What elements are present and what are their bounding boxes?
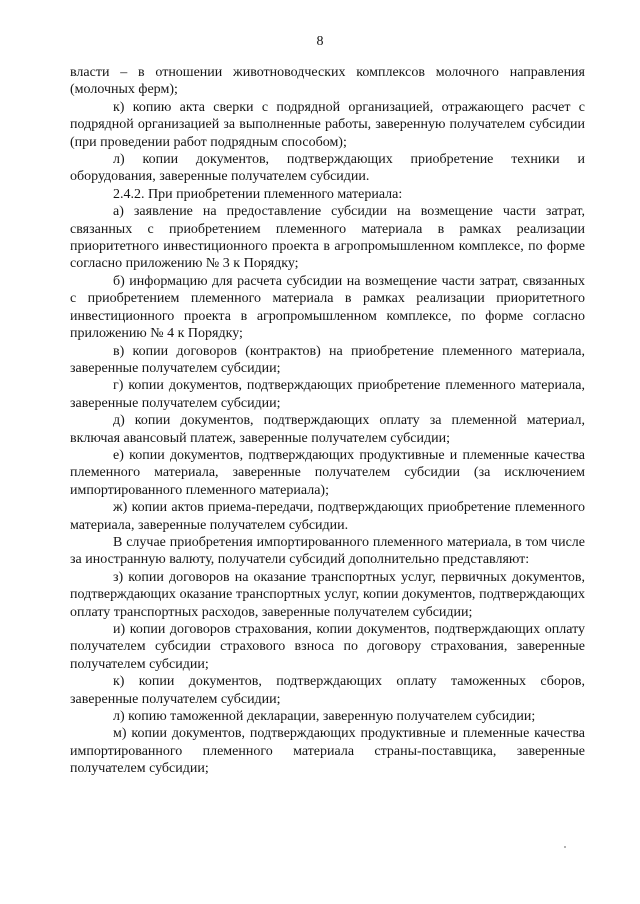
paragraph-item-z: з) копии договоров на оказание транспортных услуг, первичных документов, подтверждающих оказание транспортных услуг, копии документов, подтверждающих оплату транспортных расходов, заверенные получателем субсидии; xyxy=(70,569,585,620)
paragraph-item-v: в) копии договоров (контрактов) на приобретение племенного материала, заверенные получателем субсидии; xyxy=(70,343,585,376)
paragraph-item-i: и) копии договоров страхования, копии документов, подтверждающих оплату получателем субсидии страхового взноса по договору страхования, заверенные получателем субсидии; xyxy=(70,622,585,672)
paragraph-item-l: л) копии документов, подтверждающих приобретение техники и оборудования, заверенные получателем субсидии. xyxy=(70,152,585,185)
paragraph-item-m: м) копии документов, подтверждающих продуктивные и племенные качества импортированного племенного материала страны-поставщика, заверенные получателем субсидии; xyxy=(70,726,585,777)
page-number: 8 xyxy=(316,34,324,49)
scan-speck xyxy=(564,846,566,848)
paragraph-import-intro: В случае приобретения импортированного племенного материала, в том числе за иностранную валюту, получатели субсидий дополнительно представляют: xyxy=(70,534,585,568)
paragraph-item-zh: ж) копии актов приема-передачи, подтверждающих приобретение племенного материала, заверенные получателем субсидии. xyxy=(70,500,585,533)
document-body xyxy=(70,64,585,778)
paragraph-continuation: власти – в отношении животноводческих комплексов молочного направления (молочных ферм); xyxy=(70,65,585,98)
paragraph-item-e: е) копии документов, подтверждающих продуктивные и племенные качества племенного материала, заверенные получателем субсидии (за исключением импортированного племенного материала); xyxy=(70,447,585,498)
paragraph-item-a: а) заявление на предоставление субсидии на возмещение части затрат, связанных с приобретением племенного материала в рамках реализации приоритетного инвестиционного проекта в агропромышленном комплексе, по форме согласно приложению № 3 к Порядку; xyxy=(70,204,585,272)
paragraph-item-l2: л) копию таможенной декларации, заверенную получателем субсидии; xyxy=(113,709,536,725)
paragraph-item-b: б) информацию для расчета субсидии на возмещение части затрат, связанных с приобретением племенного материала в рамках реализации приоритетного инвестиционного проекта в агропромышленном комплексе, по форме согласно приложению № 4 к Порядку; xyxy=(70,273,585,342)
paragraph-item-d: д) копии документов, подтверждающих оплату за племенной материал, включая авансовый платеж, заверенные получателем субсидии; xyxy=(70,413,585,446)
paragraph-item-k: к) копию акта сверки с подрядной организацией, отражающего расчет с подрядной организацией за выполненные работы, заверенную получателем субсидии (при проведении работ подрядным способом); xyxy=(70,99,585,150)
paragraph-item-k2: к) копии документов, подтверждающих оплату таможенных сборов, заверенные получателем субсидии; xyxy=(70,674,585,707)
paragraph-item-g: г) копии документов, подтверждающих приобретение племенного материала, заверенные получателем субсидии; xyxy=(70,378,585,411)
section-heading-2-4-2: 2.4.2. При приобретении племенного материала: xyxy=(113,186,403,202)
